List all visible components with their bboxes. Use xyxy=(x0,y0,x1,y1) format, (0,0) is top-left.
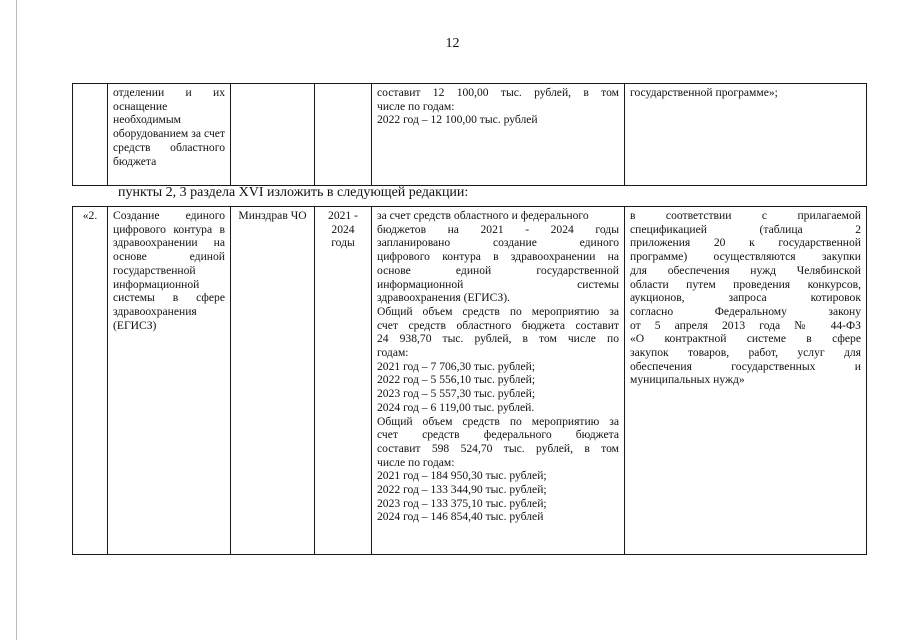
table-row xyxy=(73,84,867,186)
period-cell: 2021 - 2024 годы xyxy=(315,207,372,555)
table-cell-funding: составит 12 100,00 тыс. рублей, в том числе по годам: 2022 год – 12 100,00 тыс. рублей xyxy=(372,84,625,186)
executor-cell: Минздрав ЧО xyxy=(231,207,315,555)
table-cell-event: отделении и их оснащение необходимым оборудованием за счет средств областного бюджета xyxy=(108,84,231,186)
table-row xyxy=(73,207,867,555)
page-number: 12 xyxy=(445,36,460,51)
table-cell-number xyxy=(73,84,108,186)
table-cell-executor xyxy=(231,84,315,186)
table-cell-mechanism: государственной программе»; xyxy=(625,84,867,186)
funding-cell: за счет средств областного и федерального бюджетов на 2021 - 2024 годы запланировано создание единого цифрового контура в здравоохранении на основе единой государственной информационной системы здравоохранения (ЕГИСЗ). Общий объем средств по мероприятию за счет средств областного бюджета составит 24 938,70 тыс. рублей, в том числе по годам: 2021 год – 7 706,30 тыс. рублей; 2022 год – 5 556,10 тыс. рублей; 2023 год – 5 557,30 тыс. рублей; 2024 год – 6 119,00 тыс. рублей. Общий объем средств по мероприятию за счет средств федерального бюджета составит 598 524,70 тыс. рублей, в том числе по годам: 2021 год – 184 950,30 тыс. рублей; 2022 год – 133 344,90 тыс. рублей; 2023 год – 133 375,10 тыс. рублей; 2024 год – 146 854,40 тыс. рублей xyxy=(372,207,625,555)
continuation-table xyxy=(72,83,867,186)
item-number: «2. xyxy=(73,207,108,555)
mechanism-cell: в соответствии с прилагаемой спецификацией (таблица 2 приложения 20 к государственной программе) осуществляются закупки для обеспечения нужд Челябинской области путем проведения конкурсов, аукционов, запроса котировок согласно Федеральному закону от 5 апреля 2013 года № 44-ФЗ «О контрактной системе в сфере закупок товаров, работ, услуг для обеспечения государственных и муниципальных нужд» xyxy=(625,207,867,555)
event-cell: Создание единого цифрового контура в здравоохранении на основе единой государственной информационной системы в сфере здравоохранения (ЕГИСЗ) xyxy=(108,207,231,555)
main-table xyxy=(72,206,867,555)
table-cell-period xyxy=(315,84,372,186)
page-edge-line xyxy=(16,0,17,640)
section-heading: пункты 2, 3 раздела XVI изложить в следующей редакции: xyxy=(118,185,469,200)
